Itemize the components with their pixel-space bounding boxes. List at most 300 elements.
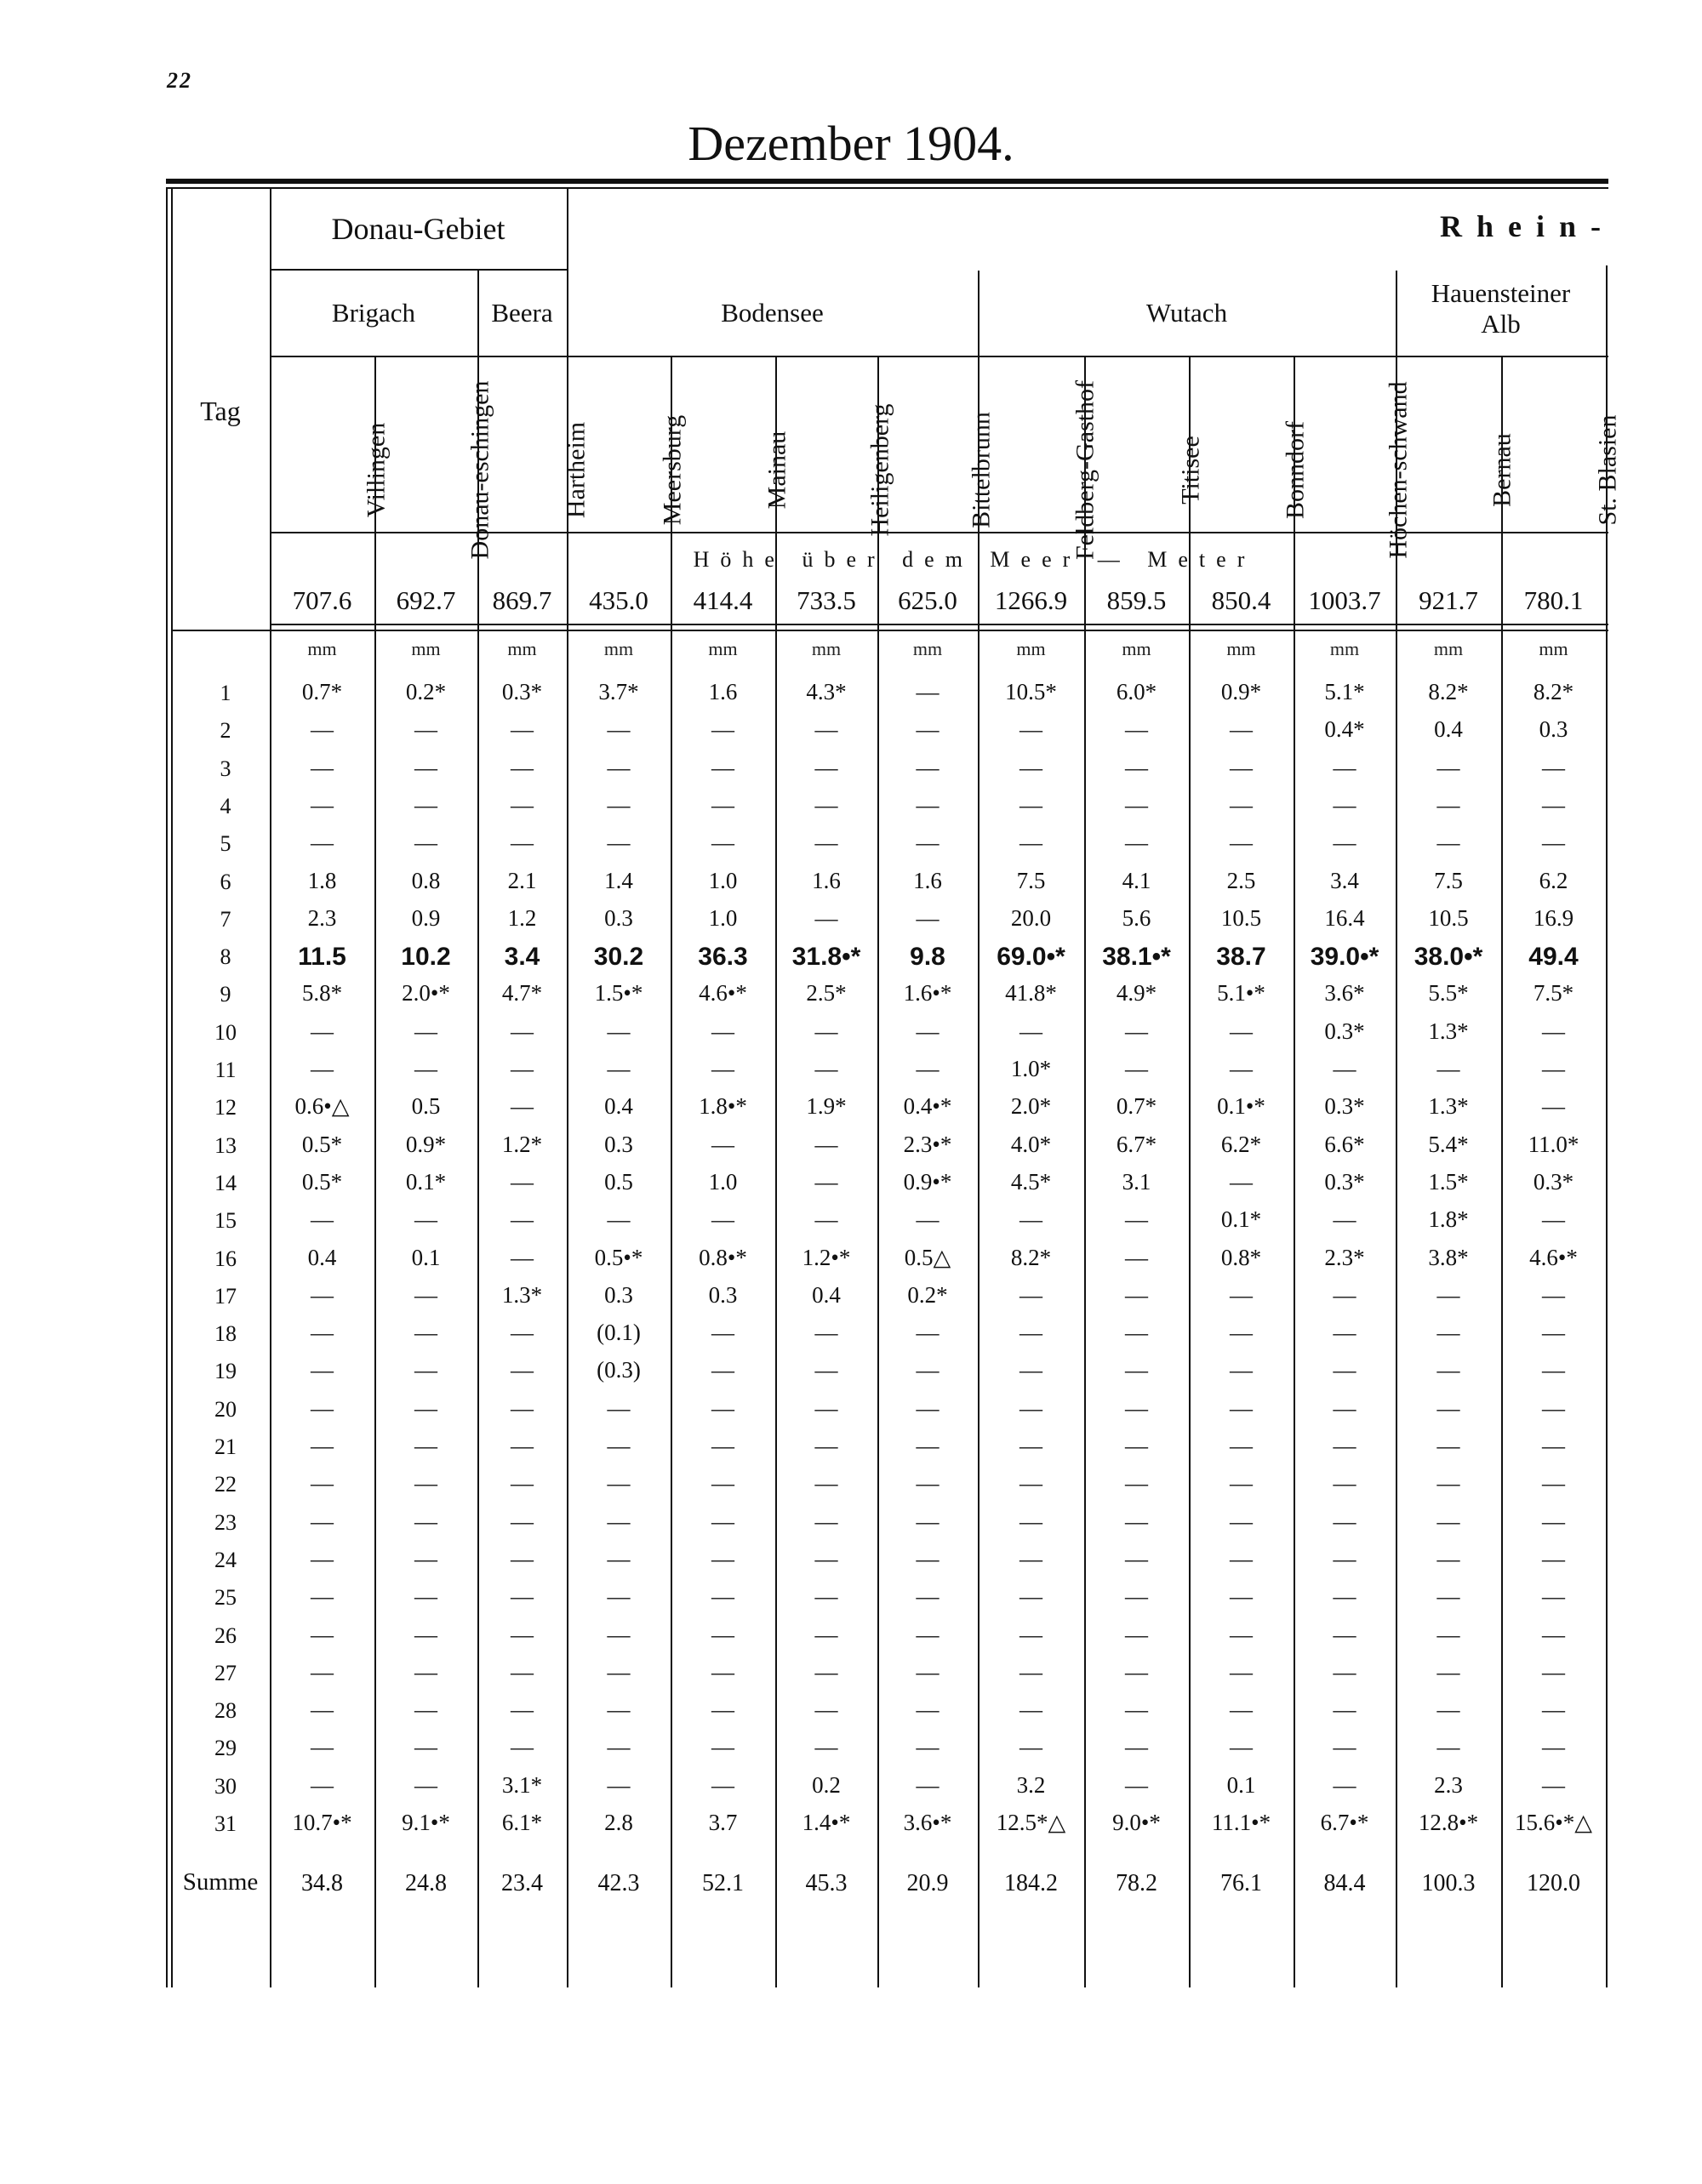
table-cell: 38.7 xyxy=(1216,943,1266,972)
table-cell: 0.4* xyxy=(1324,716,1365,743)
table-cell: — xyxy=(1019,1658,1042,1685)
table-cell: — xyxy=(1542,1771,1565,1798)
table-cell: — xyxy=(1019,1281,1042,1308)
table-cell: — xyxy=(414,1320,437,1346)
table-cell: — xyxy=(711,1658,734,1685)
table-cell: — xyxy=(511,754,534,780)
station-name: Bernau xyxy=(1488,433,1516,507)
table-cell: 1.9* xyxy=(806,1093,847,1120)
table-cell: — xyxy=(511,1658,534,1685)
table-cell: — xyxy=(711,1056,734,1081)
table-cell: 0.6•△ xyxy=(294,1093,350,1120)
table-cell: — xyxy=(1125,1621,1148,1647)
table-cell: — xyxy=(711,716,734,743)
table-cell: — xyxy=(1333,1658,1356,1685)
table-cell: — xyxy=(1019,830,1042,856)
table-cell: 2.0•* xyxy=(402,980,450,1006)
day-number: 8 xyxy=(220,944,231,970)
table-cell: — xyxy=(916,1734,940,1760)
table-cell: — xyxy=(916,1545,940,1571)
table-cell: — xyxy=(711,1621,734,1647)
table-cell: — xyxy=(1230,1394,1253,1421)
table-cell: — xyxy=(1019,1583,1042,1610)
day-number: 4 xyxy=(220,793,231,818)
table-cell: — xyxy=(916,1583,940,1610)
table-cell: — xyxy=(311,1583,334,1610)
table-cell: — xyxy=(607,1018,631,1044)
table-cell: — xyxy=(1019,1545,1042,1571)
table-cell: — xyxy=(1230,1018,1253,1044)
table-cell: 4.9* xyxy=(1116,980,1157,1006)
station-name: Mainau xyxy=(762,431,791,510)
table-cell: — xyxy=(1436,1658,1460,1685)
day-number: 2 xyxy=(220,718,231,744)
table-cell: 1.0 xyxy=(708,1168,738,1195)
station-sum: 20.9 xyxy=(906,1870,949,1896)
table-cell: 1.0 xyxy=(708,904,738,931)
table-cell: 6.6* xyxy=(1324,1131,1365,1157)
day-number: 12 xyxy=(214,1095,237,1121)
day-number: 28 xyxy=(214,1698,237,1724)
table-cell: — xyxy=(1542,1621,1565,1647)
table-cell: — xyxy=(711,754,734,780)
table-cell: — xyxy=(1333,1734,1356,1760)
table-cell: (0.1) xyxy=(597,1320,641,1346)
day-number: 13 xyxy=(214,1132,237,1158)
table-cell: — xyxy=(814,716,838,743)
table-cell: 4.6•* xyxy=(699,980,747,1006)
table-cell: — xyxy=(1333,1281,1356,1308)
table-cell: — xyxy=(1230,1357,1253,1383)
table-cell: — xyxy=(1436,1470,1460,1497)
unit-label: mm xyxy=(1122,638,1151,659)
table-cell: 10.5* xyxy=(1005,679,1057,704)
table-cell: — xyxy=(414,1206,437,1233)
table-cell: — xyxy=(511,1470,534,1497)
table-cell: — xyxy=(311,1508,334,1534)
table-cell: (0.3) xyxy=(597,1357,641,1383)
table-cell: — xyxy=(916,1320,940,1346)
table-cell: 0.9* xyxy=(1220,679,1262,704)
table-cell: 39.0•* xyxy=(1310,943,1379,972)
table-cell: 16.9 xyxy=(1533,904,1574,931)
table-cell: — xyxy=(1019,1734,1042,1760)
page-title: Dezember 1904. xyxy=(688,116,1014,171)
table-cell: — xyxy=(311,1771,334,1798)
table-cell: — xyxy=(916,1056,940,1081)
table-cell: — xyxy=(311,754,334,780)
outer-left-rule xyxy=(166,189,168,1987)
station-sum: 184.2 xyxy=(1004,1870,1058,1896)
table-cell: — xyxy=(607,1621,631,1647)
table-cell: — xyxy=(414,791,437,818)
table-cell: — xyxy=(607,1508,631,1534)
table-cell: — xyxy=(1436,1320,1460,1346)
table-cell: 11.5 xyxy=(298,943,346,972)
donau-gebiet-header: Donau-Gebiet xyxy=(331,212,505,246)
table-cell: — xyxy=(1125,1734,1148,1760)
table-cell: — xyxy=(414,1658,437,1685)
day-number: 24 xyxy=(214,1547,237,1572)
table-cell: — xyxy=(1230,1696,1253,1723)
table-cell: — xyxy=(511,1093,534,1120)
table-cell: — xyxy=(1542,1583,1565,1610)
table-cell: — xyxy=(814,1357,838,1383)
table-cell: 3.6* xyxy=(1324,980,1365,1006)
station-sum: 23.4 xyxy=(501,1870,543,1896)
station-sum: 52.1 xyxy=(702,1870,744,1896)
table-cell: 12.8•* xyxy=(1418,1810,1479,1835)
table-cell: 15.6•*△ xyxy=(1515,1810,1592,1835)
table-cell: — xyxy=(1019,1357,1042,1383)
table-cell: 0.3 xyxy=(1539,716,1568,743)
table-cell: — xyxy=(814,1734,838,1760)
station-altitude: 707.6 xyxy=(292,585,352,615)
table-cell: — xyxy=(311,1433,334,1458)
table-cell: 0.3 xyxy=(604,904,633,931)
table-cell: — xyxy=(414,1696,437,1723)
station-altitude: 780.1 xyxy=(1523,585,1584,615)
station-sum: 84.4 xyxy=(1323,1870,1366,1896)
station-sum: 78.2 xyxy=(1116,1870,1157,1896)
table-cell: 1.4 xyxy=(604,867,633,893)
table-cell: 38.0•* xyxy=(1414,943,1483,972)
table-cell: 0.4 xyxy=(307,1244,337,1270)
table-cell: 2.3* xyxy=(1324,1244,1365,1270)
table-cell: — xyxy=(711,1394,734,1421)
table-cell: — xyxy=(414,1583,437,1610)
table-cell: — xyxy=(1542,754,1565,780)
table-cell: — xyxy=(1125,1281,1148,1308)
table-cell: — xyxy=(916,1018,940,1044)
table-cell: — xyxy=(1542,1320,1565,1346)
table-cell: — xyxy=(916,1433,940,1458)
day-number: 26 xyxy=(214,1622,237,1648)
unit-label: mm xyxy=(1433,638,1464,659)
table-cell: — xyxy=(1333,1621,1356,1647)
outer-left-rule-inner xyxy=(171,189,173,1987)
table-cell: — xyxy=(814,1658,838,1685)
table-cell: 9.0•* xyxy=(1112,1810,1161,1835)
table-cell: — xyxy=(916,1470,940,1497)
table-cell: 6.2 xyxy=(1539,867,1568,893)
beera-header: Beera xyxy=(491,298,553,328)
table-cell: 0.3 xyxy=(604,1131,633,1157)
table-cell: 5.6 xyxy=(1122,904,1151,931)
table-cell: — xyxy=(916,679,940,704)
table-cell: — xyxy=(916,1357,940,1383)
table-cell: — xyxy=(1542,1281,1565,1308)
table-cell: — xyxy=(607,1206,631,1233)
table-cell: — xyxy=(711,791,734,818)
table-cell: 6.7•* xyxy=(1320,1810,1369,1835)
table-cell: 2.5* xyxy=(806,980,847,1006)
table-cell: — xyxy=(511,1168,534,1195)
table-cell: — xyxy=(414,1470,437,1497)
day-number: 1 xyxy=(220,681,231,705)
table-cell: 2.3•* xyxy=(903,1131,952,1157)
table-cell: 1.2•* xyxy=(802,1244,851,1270)
table-cell: 0.1* xyxy=(1220,1206,1262,1233)
table-cell: — xyxy=(1230,1470,1253,1497)
table-cell: — xyxy=(1542,1056,1565,1081)
day-number: 6 xyxy=(220,869,231,894)
table-cell: 0.5△ xyxy=(904,1244,951,1270)
table-cell: — xyxy=(711,1470,734,1497)
top-rule xyxy=(166,179,1608,184)
table-cell: — xyxy=(916,1658,940,1685)
table-cell: — xyxy=(1019,716,1042,743)
table-cell: — xyxy=(711,830,734,856)
table-cell: 6.2* xyxy=(1220,1131,1262,1157)
table-cell: 1.5•* xyxy=(594,980,643,1006)
table-cell: — xyxy=(607,1734,631,1760)
table-cell: — xyxy=(414,830,437,856)
table-cell: — xyxy=(1542,1696,1565,1723)
table-cell: — xyxy=(1125,791,1148,818)
table-cell: 5.5* xyxy=(1428,980,1469,1006)
table-cell: — xyxy=(814,1508,838,1534)
table-cell: — xyxy=(814,1131,838,1157)
table-cell: 7.5* xyxy=(1533,980,1574,1006)
table-cell: 3.6•* xyxy=(903,1810,952,1835)
table-cell: 0.3 xyxy=(604,1281,633,1308)
table-cell: — xyxy=(1436,1357,1460,1383)
table-cell: 30.2 xyxy=(593,943,644,972)
table-cell: — xyxy=(607,1470,631,1497)
table-cell: 8.2* xyxy=(1533,679,1574,704)
summe-label: Summe xyxy=(182,1868,259,1896)
unit-label: mm xyxy=(507,638,537,659)
table-cell: 2.5 xyxy=(1226,867,1256,893)
wutach-header: Wutach xyxy=(1145,298,1228,328)
unit-label: mm xyxy=(1226,638,1256,659)
table-cell: — xyxy=(916,716,940,743)
table-cell: — xyxy=(916,904,940,931)
table-cell: 4.0* xyxy=(1010,1131,1052,1157)
table-cell: — xyxy=(1230,830,1253,856)
table-cell: — xyxy=(1542,1734,1565,1760)
table-cell: 5.1* xyxy=(1324,679,1365,704)
table-cell: — xyxy=(814,1018,838,1044)
station-sum: 42.3 xyxy=(597,1870,640,1896)
table-cell: — xyxy=(1436,830,1460,856)
table-cell: 0.9•* xyxy=(903,1168,952,1195)
table-cell: — xyxy=(1436,1056,1460,1081)
rhein-header: R h e i n - xyxy=(1439,209,1604,243)
table-cell: — xyxy=(311,716,334,743)
day-number: 31 xyxy=(214,1811,237,1836)
table-cell: 10.5 xyxy=(1220,904,1262,931)
table-cell: — xyxy=(1019,1508,1042,1534)
table-cell: — xyxy=(814,1696,838,1723)
station-name: Feldberg-Gasthof xyxy=(1070,379,1099,561)
table-cell: — xyxy=(607,1658,631,1685)
table-cell: — xyxy=(607,1771,631,1798)
table-cell: — xyxy=(1542,1394,1565,1421)
table-cell: — xyxy=(1542,1508,1565,1534)
table-cell: 31.8•* xyxy=(791,943,861,972)
hauensteiner-alb-header: Hauensteiner Alb xyxy=(1431,278,1571,339)
table-cell: — xyxy=(1436,1583,1460,1610)
table-cell: 3.1* xyxy=(501,1771,543,1798)
day-number: 25 xyxy=(214,1585,237,1611)
table-cell: — xyxy=(1125,1244,1148,1270)
table-cell: 6.7* xyxy=(1116,1131,1157,1157)
day-number: 21 xyxy=(214,1434,237,1459)
station-altitude: 859.5 xyxy=(1106,585,1167,615)
table-cell: 0.4 xyxy=(1434,716,1463,743)
unit-label: mm xyxy=(708,638,738,659)
table-cell: 0.8 xyxy=(411,867,441,893)
table-cell: — xyxy=(511,830,534,856)
table-cell: — xyxy=(1125,1394,1148,1421)
table-cell: — xyxy=(1230,1433,1253,1458)
table-cell: — xyxy=(511,1056,534,1081)
table-cell: — xyxy=(711,1131,734,1157)
table-cell: — xyxy=(1230,1056,1253,1081)
station-altitude: 921.7 xyxy=(1419,585,1478,615)
table-cell: — xyxy=(511,1018,534,1044)
table-cell: — xyxy=(1333,1771,1356,1798)
station-sum: 45.3 xyxy=(805,1870,848,1896)
table-cell: 3.7 xyxy=(708,1810,738,1835)
table-cell: — xyxy=(1333,1320,1356,1346)
table-cell: — xyxy=(311,830,334,856)
table-cell: 4.7* xyxy=(501,980,543,1006)
table-cell: 1.3* xyxy=(1428,1093,1469,1120)
table-cell: 0.9* xyxy=(405,1131,447,1157)
table-cell: — xyxy=(511,1545,534,1571)
table-cell: 0.1•* xyxy=(1217,1093,1265,1120)
day-number: 5 xyxy=(220,831,231,857)
table-cell: 0.3* xyxy=(1324,1018,1365,1044)
table-cell: 0.4•* xyxy=(903,1093,952,1120)
table-cell: 5.1•* xyxy=(1217,980,1265,1006)
table-cell: 3.4 xyxy=(504,943,540,972)
table-cell: 10.7•* xyxy=(292,1810,352,1835)
table-cell: — xyxy=(916,1771,940,1798)
table-cell: — xyxy=(1436,754,1460,780)
table-cell: — xyxy=(1019,1206,1042,1233)
table-cell: — xyxy=(511,1508,534,1534)
table-cell: — xyxy=(1436,1734,1460,1760)
table-cell: — xyxy=(1125,1658,1148,1685)
station-altitude: 692.7 xyxy=(396,585,456,615)
table-cell: — xyxy=(711,1206,734,1233)
table-cell: 12.5*△ xyxy=(996,1810,1066,1835)
table-cell: 0.5 xyxy=(411,1093,441,1120)
table-cell: — xyxy=(711,1696,734,1723)
table-cell: 3.1 xyxy=(1122,1168,1151,1195)
table-cell: 0.3* xyxy=(1324,1168,1365,1195)
table-cell: — xyxy=(1436,791,1460,818)
table-cell: — xyxy=(711,1771,734,1798)
table-cell: — xyxy=(1125,1771,1148,1798)
unit-label: mm xyxy=(1539,638,1568,659)
table-cell: 3.2 xyxy=(1016,1771,1046,1798)
table-cell: — xyxy=(607,716,631,743)
table-cell: — xyxy=(1230,1658,1253,1685)
river-group-rule xyxy=(271,356,1608,357)
unit-label: mm xyxy=(1329,638,1360,659)
table-cell: 1.5* xyxy=(1428,1168,1469,1195)
table-cell: 1.8 xyxy=(307,867,337,893)
station-name: Bittelbrunn xyxy=(967,412,995,528)
unit-label: mm xyxy=(912,638,943,659)
brigach-header: Brigach xyxy=(331,298,416,328)
table-cell: — xyxy=(1125,1320,1148,1346)
table-cell: 6.0* xyxy=(1116,679,1157,704)
table-cell: 0.5* xyxy=(301,1168,343,1195)
table-cell: — xyxy=(1333,1357,1356,1383)
table-cell: — xyxy=(1333,1394,1356,1421)
day-number: 22 xyxy=(214,1472,237,1497)
table-cell: — xyxy=(511,791,534,818)
table-cell: — xyxy=(814,1206,838,1233)
day-number: 17 xyxy=(214,1283,237,1309)
table-cell: 0.4 xyxy=(812,1281,841,1308)
table-cell: — xyxy=(1333,1545,1356,1571)
table-cell: — xyxy=(1436,1281,1460,1308)
station-sum: 100.3 xyxy=(1421,1870,1476,1896)
day-number: 29 xyxy=(214,1736,237,1761)
table-cell: — xyxy=(1125,1206,1148,1233)
table-cell: 8.2* xyxy=(1010,1244,1052,1270)
station-altitude: 869.7 xyxy=(492,585,552,615)
table-cell: 69.0•* xyxy=(997,943,1065,972)
table-cell: — xyxy=(311,1357,334,1383)
table-cell: 0.7* xyxy=(301,679,343,704)
table-cell: — xyxy=(511,1433,534,1458)
table-cell: 4.3* xyxy=(806,679,847,704)
table-cell: — xyxy=(814,1583,838,1610)
station-name: Bonndorf xyxy=(1280,421,1309,519)
table-cell: 0.5 xyxy=(604,1168,633,1195)
table-cell: — xyxy=(311,1206,334,1233)
table-cell: — xyxy=(511,1621,534,1647)
table-cell: — xyxy=(1542,1470,1565,1497)
table-cell: — xyxy=(1019,1018,1042,1044)
table-cell: 2.3 xyxy=(307,904,337,931)
table-cell: — xyxy=(814,791,838,818)
tag-header: Tag xyxy=(200,396,241,426)
table-cell: — xyxy=(311,1621,334,1647)
table-cell: — xyxy=(1230,1621,1253,1647)
table-cell: 1.6 xyxy=(708,679,738,704)
table-cell: — xyxy=(1019,1696,1042,1723)
table-cell: — xyxy=(814,1168,838,1195)
day-number: 15 xyxy=(214,1208,237,1234)
table-cell: — xyxy=(916,791,940,818)
table-cell: 11.1•* xyxy=(1211,1810,1271,1835)
table-cell: 1.6 xyxy=(812,867,841,893)
table-cell: — xyxy=(414,1056,437,1081)
table-cell: — xyxy=(1230,1168,1253,1195)
table-cell: 10.2 xyxy=(401,943,451,972)
table-cell: — xyxy=(814,1470,838,1497)
table-cell: — xyxy=(1230,791,1253,818)
table-cell: — xyxy=(1230,1508,1253,1534)
day-number: 3 xyxy=(220,756,231,781)
table-cell: — xyxy=(414,1281,437,1308)
table-cell: — xyxy=(1125,1696,1148,1723)
table-cell: — xyxy=(414,1771,437,1798)
altitude-rule xyxy=(271,624,1608,625)
table-cell: — xyxy=(916,1206,940,1233)
table-cell: 2.0* xyxy=(1010,1093,1052,1120)
table-cell: — xyxy=(607,754,631,780)
